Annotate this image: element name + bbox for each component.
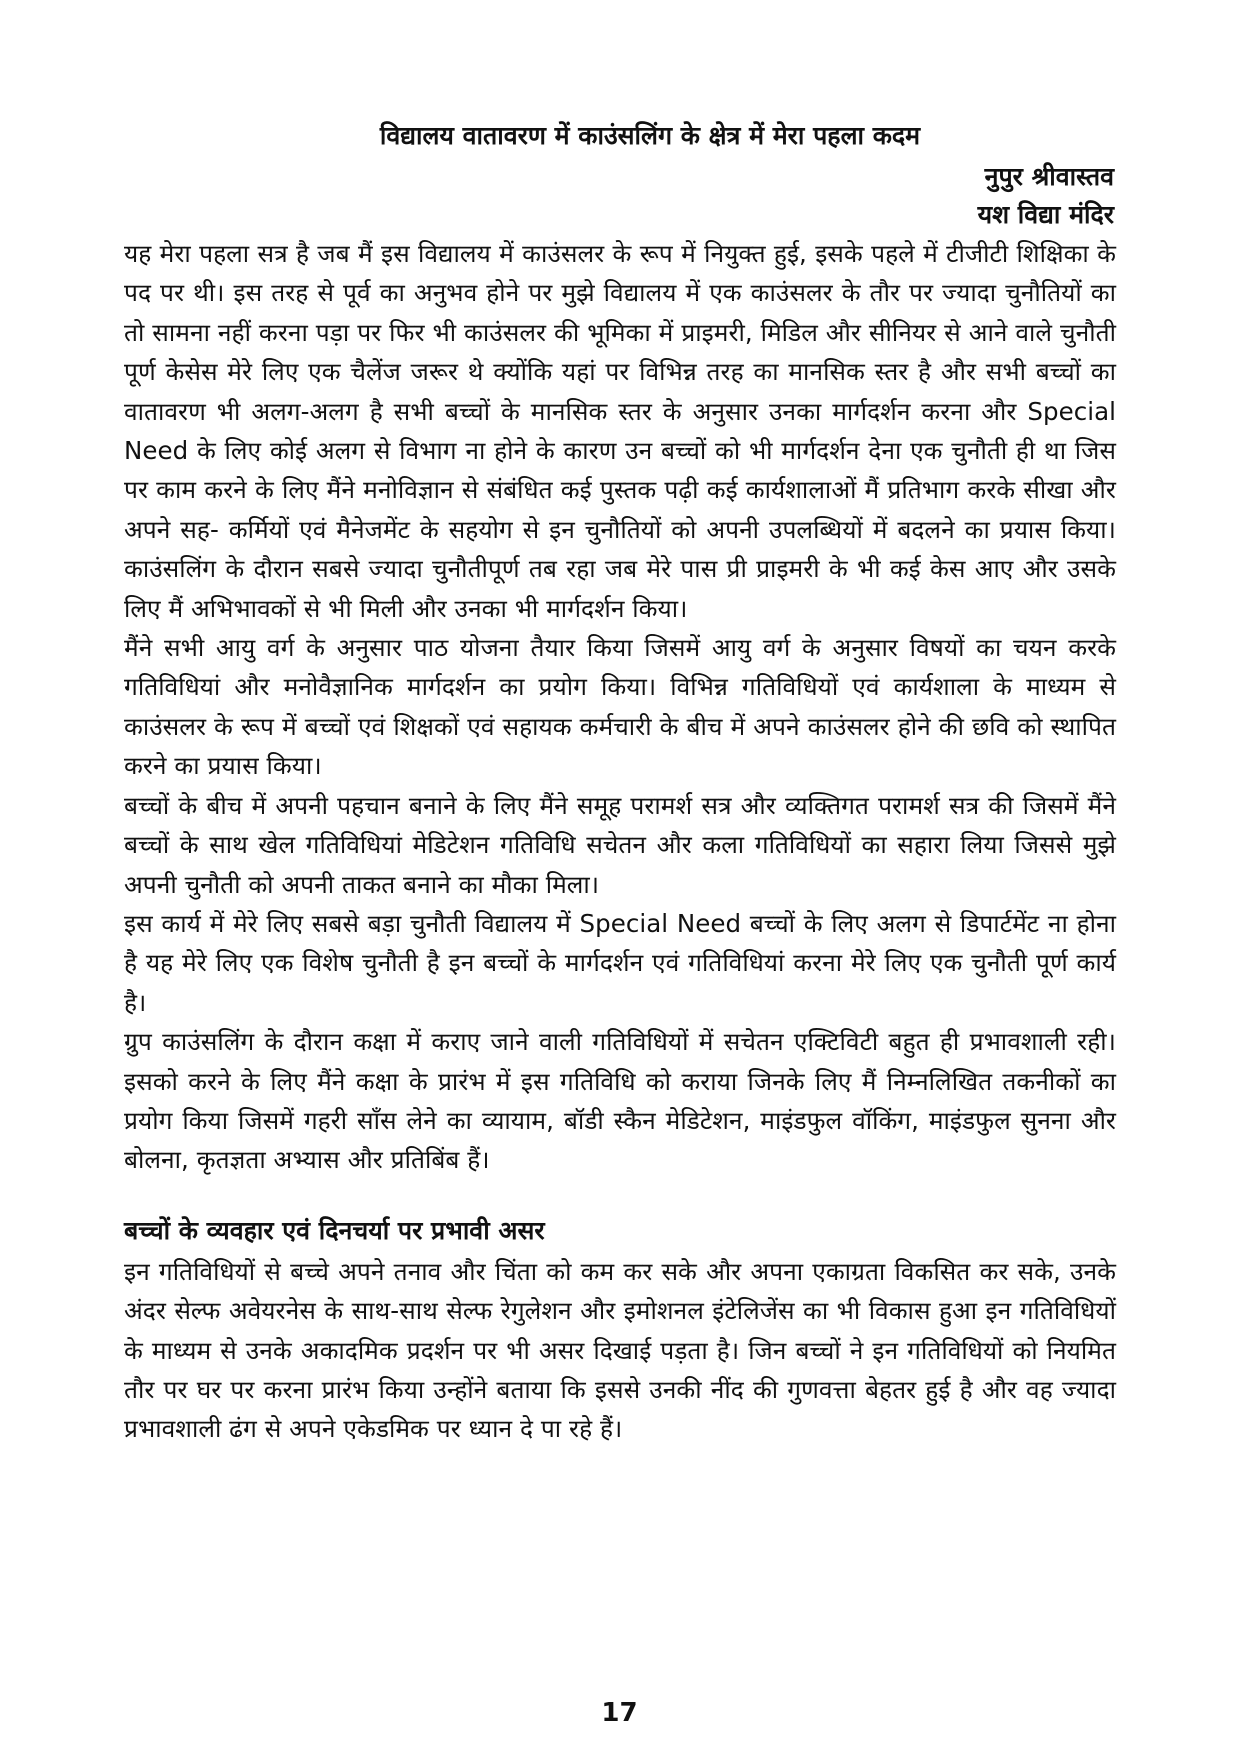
section-heading: बच्चों के व्यवहार एवं दिनचर्या पर प्रभावी असर	[124, 1215, 545, 1245]
author-name: नुपुर श्रीवास्तव	[984, 162, 1114, 191]
article-title: विद्यालय वातावरण में काउंसलिंग के क्षेत्र में मेरा पहला कदम	[379, 121, 921, 150]
school-name: यश विद्या मंदिर	[977, 200, 1114, 229]
body-paragraph: यह मेरा पहला सत्र है जब मैं इस विद्यालय में काउंसलर के रूप में नियुक्त हुई, इसके पहले में टीजीटी शिक्षिका के पद पर थी। इस तरह से पूर्व का अनुभव होने पर मुझे विद्यालय में एक काउंसलर के तौर पर ज्यादा चुनौतियों का तो सामना नहीं करना पड़ा पर फिर भी काउंसलर की भूमिका में प्राइमरी, मिडिल और सीनियर से आने वाले चुनौती पूर्ण केसेस मेरे लिए एक चैलेंज जरूर थे क्योंकि यहां पर विभिन्न तरह का मानसिक स्तर है और सभी बच्चों का वातावरण भी अलग-अलग है सभी बच्चों के मानसिक स्तर के अनुसार उनका मार्गदर्शन करना और Special Need के लिए कोई अलग से विभाग ना होने के कारण उन बच्चों को भी मार्गदर्शन देना एक चुनौती ही था जिस पर काम करने के लिए मैंने मनोविज्ञान से संबंधित कई पुस्तक पढ़ी कई कार्यशालाओं मैं प्रतिभाग करके सीखा और अपने सह- कर्मियों एवं मैनेजमेंट के सहयोग से इन चुनौतियों को अपनी उपलब्धियों में बदलने का प्रयास किया। काउंसलिंग के दौरान सबसे ज्यादा चुनौतीपूर्ण तब रहा जब मेरे पास प्री प्राइमरी के भी कई केस आए और उसके लिए मैं अभिभावकों से भी मिली और उनका भी मार्गदर्शन किया।	[124, 239, 1116, 623]
body-paragraph: ग्रुप काउंसलिंग के दौरान कक्षा में कराए जाने वाली गतिविधियों में सचेतन एक्टिविटी बहुत ही प्रभावशाली रही। इसको करने के लिए मैंने कक्षा के प्रारंभ में इस गतिविधि को कराया जिनके लिए मैं निम्नलिखित तकनीकों का प्रयोग किया जिसमें गहरी साँस लेने का व्यायाम, बॉडी स्कैन मेडिटेशन, माइंडफुल वॉकिंग, माइंडफुल सुनना और बोलना, कृतज्ञता अभ्यास और प्रतिबिंब हैं।	[124, 1027, 1116, 1175]
body-paragraph: मैंने सभी आयु वर्ग के अनुसार पाठ योजना तैयार किया जिसमें आयु वर्ग के अनुसार विषयों का चयन करके गतिविधियां और मनोवैज्ञानिक मार्गदर्शन का प्रयोग किया। विभिन्न गतिविधियों एवं कार्यशाला के माध्यम से काउंसलर के रूप में बच्चों एवं शिक्षकों एवं सहायक कर्मचारी के बीच में अपने काउंसलर होने की छवि को स्थापित करने का प्रयास किया।	[124, 633, 1116, 781]
body-paragraph: बच्चों के बीच में अपनी पहचान बनाने के लिए मैंने समूह परामर्श सत्र और व्यक्तिगत परामर्श सत्र की जिसमें मैंने बच्चों के साथ खेल गतिविधियां मेडिटेशन गतिविधि सचेतन और कला गतिविधियों का सहारा लिया जिससे मुझे अपनी चुनौती को अपनी ताकत बनाने का मौका मिला।	[124, 790, 1116, 899]
document-page	[124, 118, 1116, 1449]
section-paragraph: इन गतिविधियों से बच्चे अपने तनाव और चिंता को कम कर सके और अपना एकाग्रता विकसित कर सके, उनके अंदर सेल्फ अवेयरनेस के साथ-साथ सेल्फ रेगुलेशन और इमोशनल इंटेलिजेंस का भी विकास हुआ इन गतिविधियों के माध्यम से उनके अकादमिक प्रदर्शन पर भी असर दिखाई पड़ता है। जिन बच्चों ने इन गतिविधियों को नियमित तौर पर घर पर करना प्रारंभ किया उन्होंने बताया कि इससे उनकी नींद की गुणवत्ता बेहतर हुई है और वह ज्यादा प्रभावशाली ढंग से अपने एकेडमिक पर ध्यान दे पा रहे हैं।	[124, 1256, 1116, 1444]
page-number: 17	[601, 1698, 638, 1728]
body-paragraph: इस कार्य में मेरे लिए सबसे बड़ा चुनौती विद्यालय में Special Need बच्चों के लिए अलग से डिपार्टमेंट ना होना है यह मेरे लिए एक विशेष चुनौती है इन बच्चों के मार्गदर्शन एवं गतिविधियां करना मेरे लिए एक चुनौती पूर्ण कार्य है।	[124, 908, 1116, 1017]
